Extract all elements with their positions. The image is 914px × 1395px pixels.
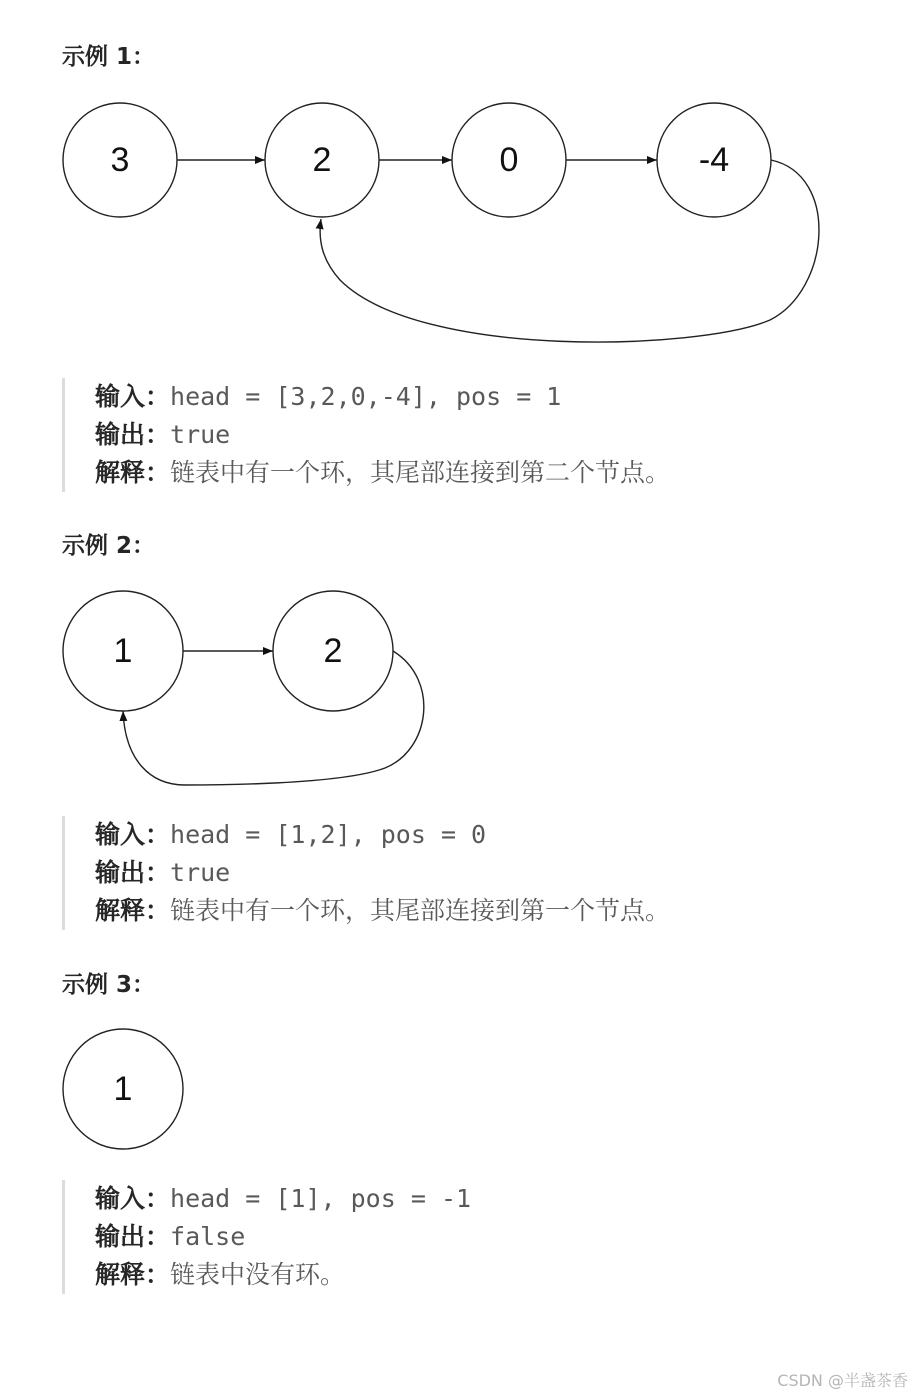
node-3-1: [63, 1029, 183, 1149]
explain-label: 解释：: [95, 458, 171, 487]
node-value: 2: [323, 632, 343, 670]
example-3-io-block: [62, 1180, 471, 1294]
node-1-4: [657, 103, 771, 217]
explain-label: 解释：: [95, 1260, 171, 1289]
example-2-io-block: [62, 816, 670, 930]
output-label: 输出：: [95, 420, 171, 449]
input-value: head = [1], pos = -1: [170, 1184, 472, 1213]
node-value: 1: [113, 1070, 133, 1108]
node-value: 2: [312, 141, 332, 179]
output-label: 输出：: [95, 858, 171, 887]
input-label: 输入：: [95, 382, 171, 411]
node-1-1: [63, 103, 177, 217]
explain-label: 解释：: [95, 896, 171, 925]
output-label: 输出：: [95, 1222, 171, 1251]
output-value: false: [170, 1222, 246, 1251]
input-line: [95, 1180, 471, 1218]
example-2-heading: 示例 2：: [62, 533, 156, 559]
explain-value: 链表中有一个环，其尾部连接到第一个节点。: [170, 896, 671, 925]
node-value: 0: [499, 141, 519, 179]
node-value: 3: [110, 141, 130, 179]
node-2-1: [63, 591, 183, 711]
example-1-heading: 示例 1：: [62, 44, 156, 70]
explain-line: [95, 1256, 471, 1294]
example-2-diagram: [0, 580, 914, 795]
explain-value: 链表中没有环。: [170, 1260, 346, 1289]
node-value: 1: [113, 632, 133, 670]
watermark: CSDN @半盏茶香: [777, 1371, 908, 1390]
explain-line: [95, 454, 670, 492]
input-label: 输入：: [95, 1184, 171, 1213]
example-1-io-block: [62, 378, 670, 492]
output-line: [95, 1218, 471, 1256]
node-value: -4: [698, 141, 730, 179]
output-line: [95, 854, 670, 892]
output-value: true: [170, 420, 231, 449]
node-1-3: [452, 103, 566, 217]
explain-line: [95, 892, 670, 930]
input-value: head = [1,2], pos = 0: [170, 820, 487, 849]
input-line: [95, 816, 670, 854]
output-value: true: [170, 858, 231, 887]
input-line: [95, 378, 670, 416]
input-label: 输入：: [95, 820, 171, 849]
node-1-2: [265, 103, 379, 217]
input-value: head = [3,2,0,-4], pos = 1: [170, 382, 562, 411]
explain-value: 链表中有一个环，其尾部连接到第二个节点。: [170, 458, 671, 487]
example-3-diagram: [0, 1020, 914, 1160]
example-1-diagram: [0, 90, 914, 350]
output-line: [95, 416, 670, 454]
node-2-2: [273, 591, 393, 711]
example-3-heading: 示例 3：: [62, 972, 156, 998]
